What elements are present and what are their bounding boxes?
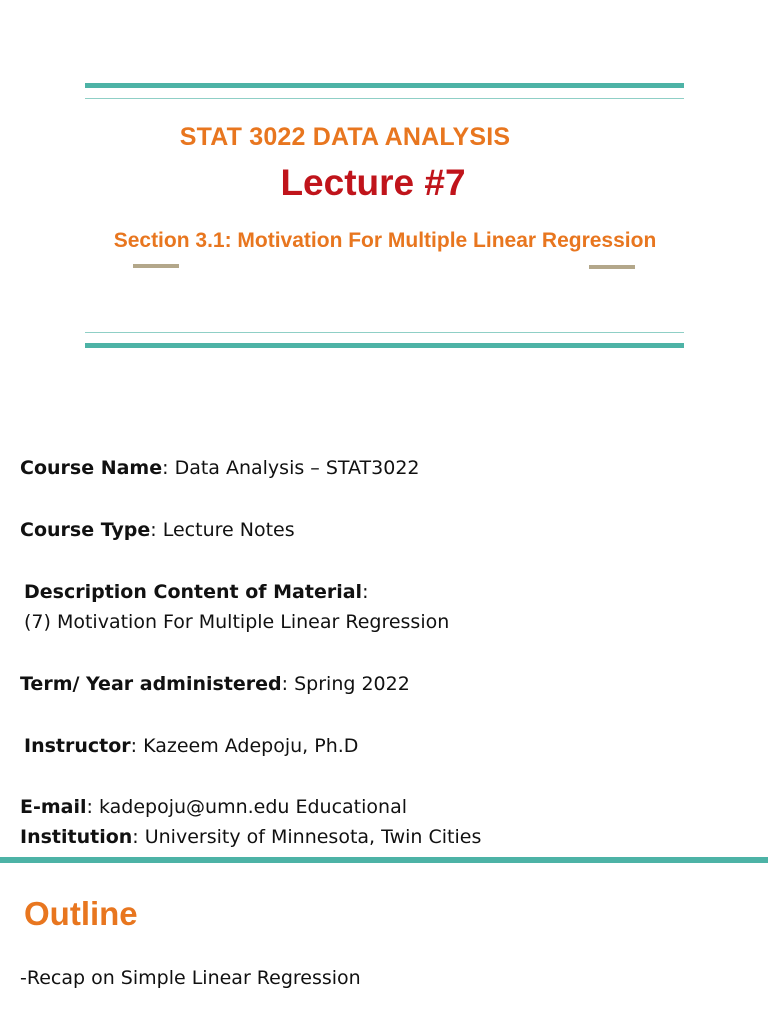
term-line (20, 672, 410, 696)
course-name-line (20, 456, 420, 480)
bottom-rule-thin (85, 332, 684, 333)
course-heading: STAT 3022 DATA ANALYSIS (179, 123, 511, 151)
course-name-value: : Data Analysis – STAT3022 (162, 457, 420, 479)
top-rule-thin (85, 98, 684, 99)
course-name-label: Course Name (20, 457, 163, 479)
page-divider (0, 857, 768, 863)
tan-accent-right (589, 265, 635, 269)
institution-value: : University of Minnesota, Twin Cities (132, 826, 482, 848)
section-subtitle: Section 3.1: Motivation For Multiple Linear Regression (113, 229, 657, 252)
top-rule-thick (85, 83, 684, 88)
email-label: E-mail (20, 796, 87, 818)
email-line (20, 795, 407, 819)
institution-label: Institution (20, 826, 133, 848)
course-type-value: : Lecture Notes (150, 519, 295, 541)
tan-accent-left (133, 264, 179, 268)
description-colon: : (362, 581, 369, 603)
email-value: : kadepoju@umn.edu Educational (86, 796, 408, 818)
lecture-title: Lecture #7 (280, 162, 466, 203)
outline-item: -Recap on Simple Linear Regression (20, 967, 361, 989)
description-line (24, 580, 368, 604)
course-type-label: Course Type (20, 519, 151, 541)
term-label: Term/ Year administered (20, 673, 282, 695)
bottom-rule-thick (85, 343, 684, 348)
outline-heading: Outline (24, 895, 138, 932)
instructor-value: : Kazeem Adepoju, Ph.D (130, 735, 359, 757)
instructor-line (24, 734, 358, 758)
description-label: Description Content of Material (24, 581, 363, 603)
institution-line (20, 825, 481, 849)
instructor-label: Instructor (24, 735, 131, 757)
term-value: : Spring 2022 (281, 673, 410, 695)
description-value: (7) Motivation For Multiple Linear Regression (24, 611, 450, 633)
course-type-line (20, 518, 295, 542)
